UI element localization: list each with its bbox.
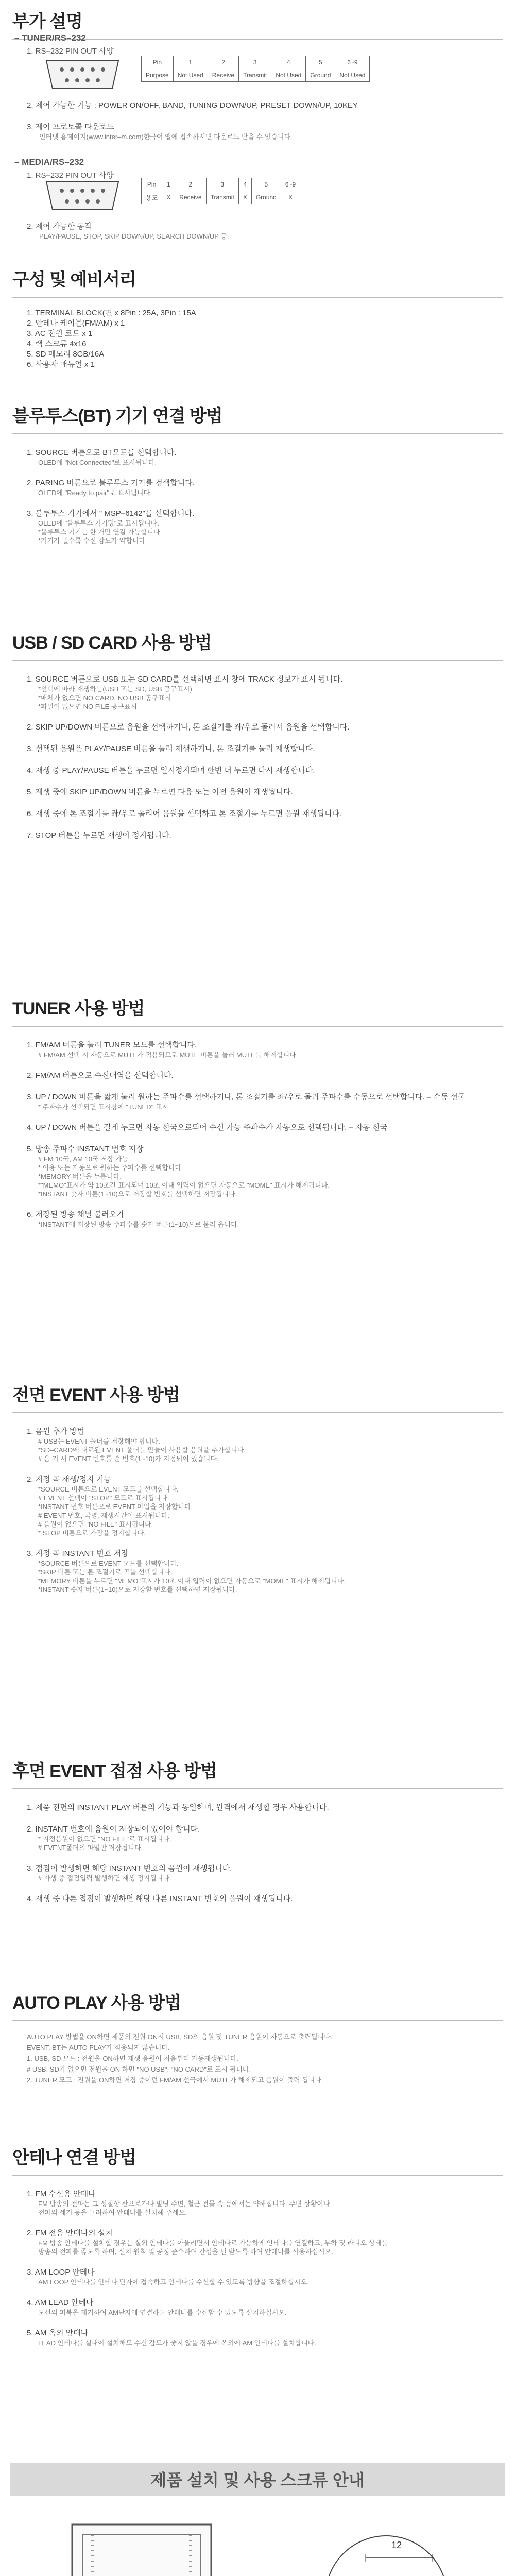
step-text: 3. 블루투스 기기에서 " MSP–6142"를 선택합니다.: [27, 509, 195, 518]
step-note: 전파의 세기 등을 고려하여 안테나를 설치해 주세요.: [38, 2209, 187, 2216]
step-item: [27, 448, 515, 467]
step-text: 5. AM 옥외 안테나: [27, 2329, 89, 2337]
step-item: [27, 674, 515, 711]
step-item: [27, 1427, 515, 1463]
step-text: 1. FM/AM 버튼을 눌러 TUNER 모드를 선택합니다.: [27, 1041, 197, 1049]
step-item: [27, 1549, 515, 1594]
step-note: * 이용 또는 자동으로 원하는 주파수를 선택합니다.: [38, 1164, 183, 1172]
pin-cell: 4: [238, 178, 251, 191]
tuner-steps: [0, 1027, 515, 1229]
step-item: [27, 2298, 515, 2317]
pin-cell: 4: [271, 56, 306, 69]
screw-section: [0, 2463, 515, 2550]
rear-event-steps: [0, 1789, 515, 1904]
step-note: # EVENT폴더의 파일만 저장됩니다.: [38, 1844, 143, 1852]
step-text: 1. 음원 추가 방법: [27, 1427, 84, 1436]
step-note: *매체가 없으면 NO CARD, NO USB 공구표시: [38, 694, 171, 702]
step-item: [27, 1863, 515, 1883]
tuner-section: [0, 994, 515, 1240]
step-text: 4. UP / DOWN 버튼을 길게 누르면 자동 선국으로되어 수신 가능 주파수가 자동으로 선택됩니다. – 자동 선국: [27, 1123, 388, 1132]
pin-cell: X: [238, 191, 251, 204]
pin-cell: Not Used: [173, 69, 208, 82]
step-text: 3. 선택된 음원은 PLAY/PAUSE 버튼을 눌러 재생하거나, 톤 조절기를 눌러 재생합니다.: [27, 744, 315, 753]
pin-cell: 6~9: [281, 178, 300, 191]
step-note: *SOURCE 버튼으로 EVENT 모드를 선택합니다.: [38, 1485, 179, 1493]
step-item: [27, 1803, 515, 1813]
media-notes: [14, 222, 499, 241]
step-note: AM LOOP 안테나를 안테나 단자에 접속하고 안테나를 수신할 수 있도록 방향을 조절하십시오.: [38, 2278, 309, 2286]
screw-callout-icon: [309, 2530, 479, 2576]
step-note: FM 방송 안테나를 설치할 경우는 실외 안테나를 아울리면서 안테나로 가능하게 안테나를 연결하고, 부하 및 라디오 상태를: [38, 2239, 388, 2247]
db9-connector-icon: [41, 57, 124, 93]
pin-cell: 2: [208, 56, 238, 69]
pin-cell: X: [162, 191, 175, 204]
step-text: 1. FM 수신용 안테나: [27, 2190, 96, 2198]
step-note: *INSTANT에 저장된 방송 주파수를 숫자 버튼(1~10)으로 불러 옵니다.: [38, 1221, 239, 1228]
component-item: 1. TERMINAL BLOCK(핀 x 8Pin : 25A, 3Pin : 15A: [27, 309, 196, 317]
step-note: * 주파수가 선택되면 표시창에 "TUNED" 표시: [38, 1103, 168, 1111]
autoplay-line: AUTO PLAY 방법을 ON하면 제품의 전원 ON시 USB, SD의 음원 및 TUNER 음원이 자동으로 출력됩니다.: [27, 2033, 333, 2041]
step-note: # USB는 EVENT 폴더를 저장해야 합니다.: [38, 1437, 160, 1445]
step-note: OLED에 "블루투스 기기명"로 표시됩니다.: [38, 519, 159, 527]
step-item: [27, 2189, 515, 2217]
bluetooth-section: [0, 402, 515, 556]
screw-banner: [10, 2463, 505, 2496]
step-text: 2. PARING 버튼으로 블루투스 기기를 검색합니다.: [27, 479, 195, 487]
usb-title: USB / SD CARD 사용 방법: [12, 633, 212, 653]
step-note: *MEMORY 버튼을 누르면 "MEMO"표시가 10초 이내 입력이 없으면 자동으로 "MOME" 표시가 해제됩니다.: [38, 1577, 346, 1585]
component-item: 3. AC 전원 코드 x 1: [27, 329, 93, 338]
tuner-note: 인터넷 홈페이지(www.inter–m.com)한국어 앱에 접속하시면 다운로드 받을 수 있습니다.: [39, 133, 293, 141]
step-text: 6. 재생 중에 톤 조절기를 좌/우로 돌리어 음원을 선택하고 톤 조절기를 누르면 음원 재생됩니다.: [27, 809, 342, 818]
step-note: *블루투스 기기는 한 개만 연결 가능합니다.: [38, 528, 162, 536]
pin-cell: 용도: [142, 191, 162, 204]
pin-cell: 5: [251, 178, 281, 191]
pin-cell: 2: [175, 178, 206, 191]
step-item: [27, 744, 515, 754]
step-note: # 자생 중 접점입력 발생하면 재생 정지됩니다.: [38, 1874, 171, 1882]
pin-cell: 5: [306, 56, 335, 69]
step-note: *INSTANT 숫자 버튼(1~10)으로 저장할 번호를 선택하면 저장됩니다.: [38, 1190, 237, 1198]
front-event-steps: [0, 1413, 515, 1594]
step-note: LEAD 안테나를 실내에 설치해도 수신 감도가 좋지 않을 경우에 옥외에 AM 안테나를 설치합니다.: [38, 2339, 316, 2347]
pin-cell: Not Used: [335, 69, 370, 82]
step-item: [27, 1144, 515, 1198]
pin-cell: Purpose: [142, 69, 174, 82]
step-note: * 지정음원이 없으면 "NO FILE"로 표시됩니다.: [38, 1835, 171, 1843]
pin-cell: Ground: [251, 191, 281, 204]
pin-cell: 6~9: [335, 56, 370, 69]
step-note: *INSTANT 번호 버튼으로 EVENT 파일을 저장합니다.: [38, 1503, 193, 1511]
autoplay-line: 2. TUNER 모드 : 전원을 ON하면 저장 중이던 FM/AM 선국에서 MUTE가 해제되고 음원이 출력 됩니다.: [27, 2076, 323, 2084]
step-item: [27, 766, 515, 776]
screw-banner-title: 제품 설치 및 사용 스크류 안내: [150, 2471, 365, 2489]
step-note: FM 방송의 전파는 그 성질상 산으로가나 빌딩 주변, 철근 건물 속 등에서는 약해집니다. 주변 상황이나: [38, 2200, 330, 2208]
step-item: [27, 831, 515, 841]
step-item: [27, 2328, 515, 2347]
step-item: [27, 1475, 515, 1537]
antenna-steps: [0, 2176, 515, 2347]
step-note: # FM/AM 선택 시 자동으로 MUTE가 적용되므로 MUTE 버튼을 눌러 MUTE를 해제합니다.: [38, 1051, 298, 1059]
step-text: 5. 재생 중에 SKIP UP/DOWN 버튼을 누르면 다음 또는 이전 음원이 재생됩니다.: [27, 788, 293, 796]
front-event-title: 전면 EVENT 사용 방법: [12, 1385, 180, 1405]
step-note: *SD–CARD에 대로된 EVENT 폴더를 만들어 사용할 음원을 추가합니다.: [38, 1446, 246, 1454]
antenna-title: 안테나 연결 방법: [12, 2148, 136, 2167]
step-note: *파일이 없으면 NO FILE 공구표시: [38, 703, 138, 710]
components-section: [0, 265, 515, 370]
step-item: [27, 1092, 515, 1111]
pin-row: [142, 178, 300, 191]
pin-cell: Pin: [142, 56, 174, 69]
step-note: *선택에 따라 재생하는(USB 또는 SD, USB 공구표시): [38, 685, 192, 693]
components-list: [0, 298, 515, 370]
autoplay-line: # USB, SD가 없으면 전원을 ON 하면 "NO USB", "NO CARD"로 표시 됩니다.: [27, 2065, 251, 2073]
pin-cell: Transmit: [206, 191, 238, 204]
step-note: * STOP 버튼으로 가장을 정지합니다.: [38, 1529, 146, 1537]
autoplay-line: 1. USB, SD 모드 : 전원을 ON하면 재생 음원이 처음부터 자동재생됩니다.: [27, 2055, 238, 2062]
media-rs232-sub: 1. RS–232 PIN OUT 사양: [27, 171, 114, 180]
tuner-rs232-heading: – TUNER/RS–232: [14, 33, 86, 43]
rear-event-section: [0, 1757, 515, 1916]
step-text: 2. SKIP UP/DOWN 버튼으로 음원을 선택하거나, 톤 조절기를 좌/우로 돌려서 음원을 선택합니다.: [27, 723, 350, 732]
tuner-note: 2. 제어 가능한 기능 : POWER ON/OFF, BAND, TUNING DOWN/UP, PRESET DOWN/UP, 10KEY: [27, 101, 358, 110]
step-text: 2. FM 전용 안테나의 설치: [27, 2229, 113, 2238]
tuner-notes: [14, 100, 499, 141]
step-note: 방송의 전파를 좋도록 하며, 설치 원칙 및 공정 준수하여 간섭을 덜 받도록 하여 안테나를 사용하십시오.: [38, 2248, 333, 2256]
step-note: # 음원이 없으면 "NO FILE" 표시됩니다.: [38, 1520, 153, 1528]
accessories-section: [0, 0, 515, 240]
media-rs232-heading: – MEDIA/RS–232: [14, 157, 84, 167]
step-item: [27, 1071, 515, 1081]
components-title: 구성 및 예비서리: [12, 270, 136, 290]
step-note: OLED에 "Ready to pair"로 표시됩니다.: [38, 489, 152, 497]
step-text: 3. AM LOOP 안테나: [27, 2268, 95, 2277]
step-note: *MEMORY 버튼을 누릅니다.: [38, 1173, 122, 1180]
component-item: 5. SD 메모리 8GB/16A: [27, 350, 105, 359]
step-text: 3. 접점이 발생하면 해당 INSTANT 번호의 음원이 재생됩니다.: [27, 1864, 232, 1873]
step-note: # EVENT 번호, 국명, 재생시간이 표시됩니다.: [38, 1512, 170, 1519]
pin-row: [142, 69, 370, 82]
step-item: [27, 787, 515, 798]
step-text: 6. 저장된 방송 채널 불러오기: [27, 1210, 124, 1219]
step-note: # FM 10국, AM 10국 저장 가능: [38, 1155, 129, 1163]
step-text: 4. AM LEAD 안테나: [27, 2298, 94, 2307]
rack-cabinet-icon: [57, 2519, 227, 2576]
usb-steps: [0, 661, 515, 841]
tuner-title: TUNER 사용 방법: [12, 999, 145, 1019]
pin-row: [142, 191, 300, 204]
media-note: 2. 제어 가능한 동작: [27, 222, 92, 231]
bluetooth-title: 블루투스(BT) 기기 연결 방법: [12, 406, 222, 426]
db9-connector-icon: [41, 178, 124, 214]
step-item: [27, 809, 515, 819]
step-text: 2. INSTANT 번호에 음원이 저장되어 있어야 합니다.: [27, 1825, 200, 1834]
step-note: *기기가 멀수록 수신 감도가 약합니다.: [38, 537, 147, 545]
step-note: *SOURCE 버튼으로 EVENT 모드를 선택합니다.: [38, 1560, 179, 1567]
accessories-title: 부가 설명: [12, 12, 82, 31]
step-item: [27, 2228, 515, 2256]
step-item: [27, 509, 515, 545]
step-note: *SKIP 버튼 또는 톤 조절기로 곡을 선택합니다.: [38, 1568, 173, 1576]
autoplay-line: EVENT, BT는 AUTO PLAY가 적용되지 않습니다.: [27, 2044, 170, 2052]
step-note: *"MEMO"표시가 약 10초간 표시되며 10초 이내 입력이 없으면 자동으로 "MOME" 표시가 해제됩니다.: [38, 1181, 330, 1189]
step-text: 1. 제품 전면의 INSTANT PLAY 버튼의 기능과 동일하며, 원격에서 재생할 경우 사용합니다.: [27, 1803, 329, 1812]
step-text: 4. 재생 중 다른 접점이 발생하면 해당 다른 INSTANT 번호의 음원이 재생됩니다.: [27, 1894, 293, 1903]
step-item: [27, 1210, 515, 1229]
step-item: [27, 1040, 515, 1059]
bluetooth-steps: [0, 434, 515, 545]
step-text: 1. SOURCE 버튼으로 BT모드를 선택합니다.: [27, 448, 177, 457]
step-item: [27, 1824, 515, 1852]
antenna-section: [0, 2143, 515, 2359]
autoplay-lines: [0, 2021, 515, 2084]
component-item: 4. 랙 스크류 4x16: [27, 340, 87, 348]
pin-cell: 1: [162, 178, 175, 191]
pin-cell: Receive: [175, 191, 206, 204]
step-text: 5. 방송 주파수 INSTANT 번호 저장: [27, 1145, 144, 1154]
step-item: [27, 1894, 515, 1904]
step-note: # 음 기 서 EVENT 번호를 순 번호(1~10)가 지정되어 있습니다.: [38, 1455, 219, 1463]
front-event-section: [0, 1381, 515, 1605]
step-text: 4. 재생 중 PLAY/PAUSE 버튼을 누르면 일시정지되며 한번 더 누르면 다시 재생합니다.: [27, 766, 315, 775]
pin-cell: Receive: [208, 69, 238, 82]
step-text: 2. FM/AM 버튼으로 수신대역을 선택합니다.: [27, 1071, 174, 1080]
step-item: [27, 722, 515, 733]
usb-section: [0, 629, 515, 852]
pin-cell: 1: [173, 56, 208, 69]
pin-cell: Not Used: [271, 69, 306, 82]
step-item: [27, 2267, 515, 2286]
pin-cell: X: [281, 191, 300, 204]
step-text: 2. 지정 곡 재생/정지 기능: [27, 1475, 111, 1484]
tuner-pin-table: [141, 56, 370, 82]
step-text: 3. UP / DOWN 버튼을 짧게 눌러 원하는 주파수를 선택하거나, 톤 조절기를 좌/우로 돌려 주파수를 수동으로 선택합니다. – 수동 선국: [27, 1093, 466, 1101]
step-item: [27, 478, 515, 497]
pin-cell: Transmit: [239, 69, 271, 82]
pin-cell: 3: [206, 178, 238, 191]
step-note: 도선의 피복을 제거하여 AM단자에 연결하고 안테나를 수신할 수 있도록 설치하십시오.: [38, 2309, 287, 2316]
screw-length-label: 12: [391, 2540, 402, 2550]
media-note: PLAY/PAUSE, STOP, SKIP DOWN/UP, SEARCH DOWN/UP 등.: [39, 232, 229, 240]
autoplay-section: [0, 1989, 515, 2087]
tuner-note: 3. 제어 프로토콜 다운로드: [27, 123, 114, 131]
component-item: 2. 안테나 케이블(FM/AM) x 1: [27, 319, 125, 328]
component-item: 6. 사용자 매뉴얼 x 1: [27, 360, 95, 369]
step-note: # EVENT 선택이 "STOP" 모드로 표시됩니다.: [38, 1494, 169, 1502]
pin-cell: Pin: [142, 178, 162, 191]
step-text: 7. STOP 버튼을 누르면 재생이 정지됩니다.: [27, 831, 171, 840]
step-note: OLED에 "Not Connected"로 표시됩니다.: [38, 459, 157, 466]
autoplay-title: AUTO PLAY 사용 방법: [12, 1993, 181, 2013]
step-item: [27, 1123, 515, 1133]
tuner-rs232: [14, 33, 114, 59]
step-note: *INSTANT 숫자 버튼(1~10)으로 저장할 번호를 선택하면 저장됩니다.: [38, 1586, 237, 1594]
pin-row: [142, 56, 370, 69]
pin-cell: 3: [239, 56, 271, 69]
tuner-rs232-sub: 1. RS–232 PIN OUT 사양: [27, 47, 114, 56]
step-text: 1. SOURCE 버튼으로 USB 또는 SD CARD를 선택하면 표시 창에 TRACK 정보가 표시 됩니다.: [27, 675, 343, 684]
media-pin-table: [141, 178, 300, 204]
pin-cell: Ground: [306, 69, 335, 82]
step-text: 3. 지정 곡 INSTANT 번호 저장: [27, 1549, 129, 1558]
rear-event-title: 후면 EVENT 접점 사용 방법: [12, 1761, 217, 1781]
